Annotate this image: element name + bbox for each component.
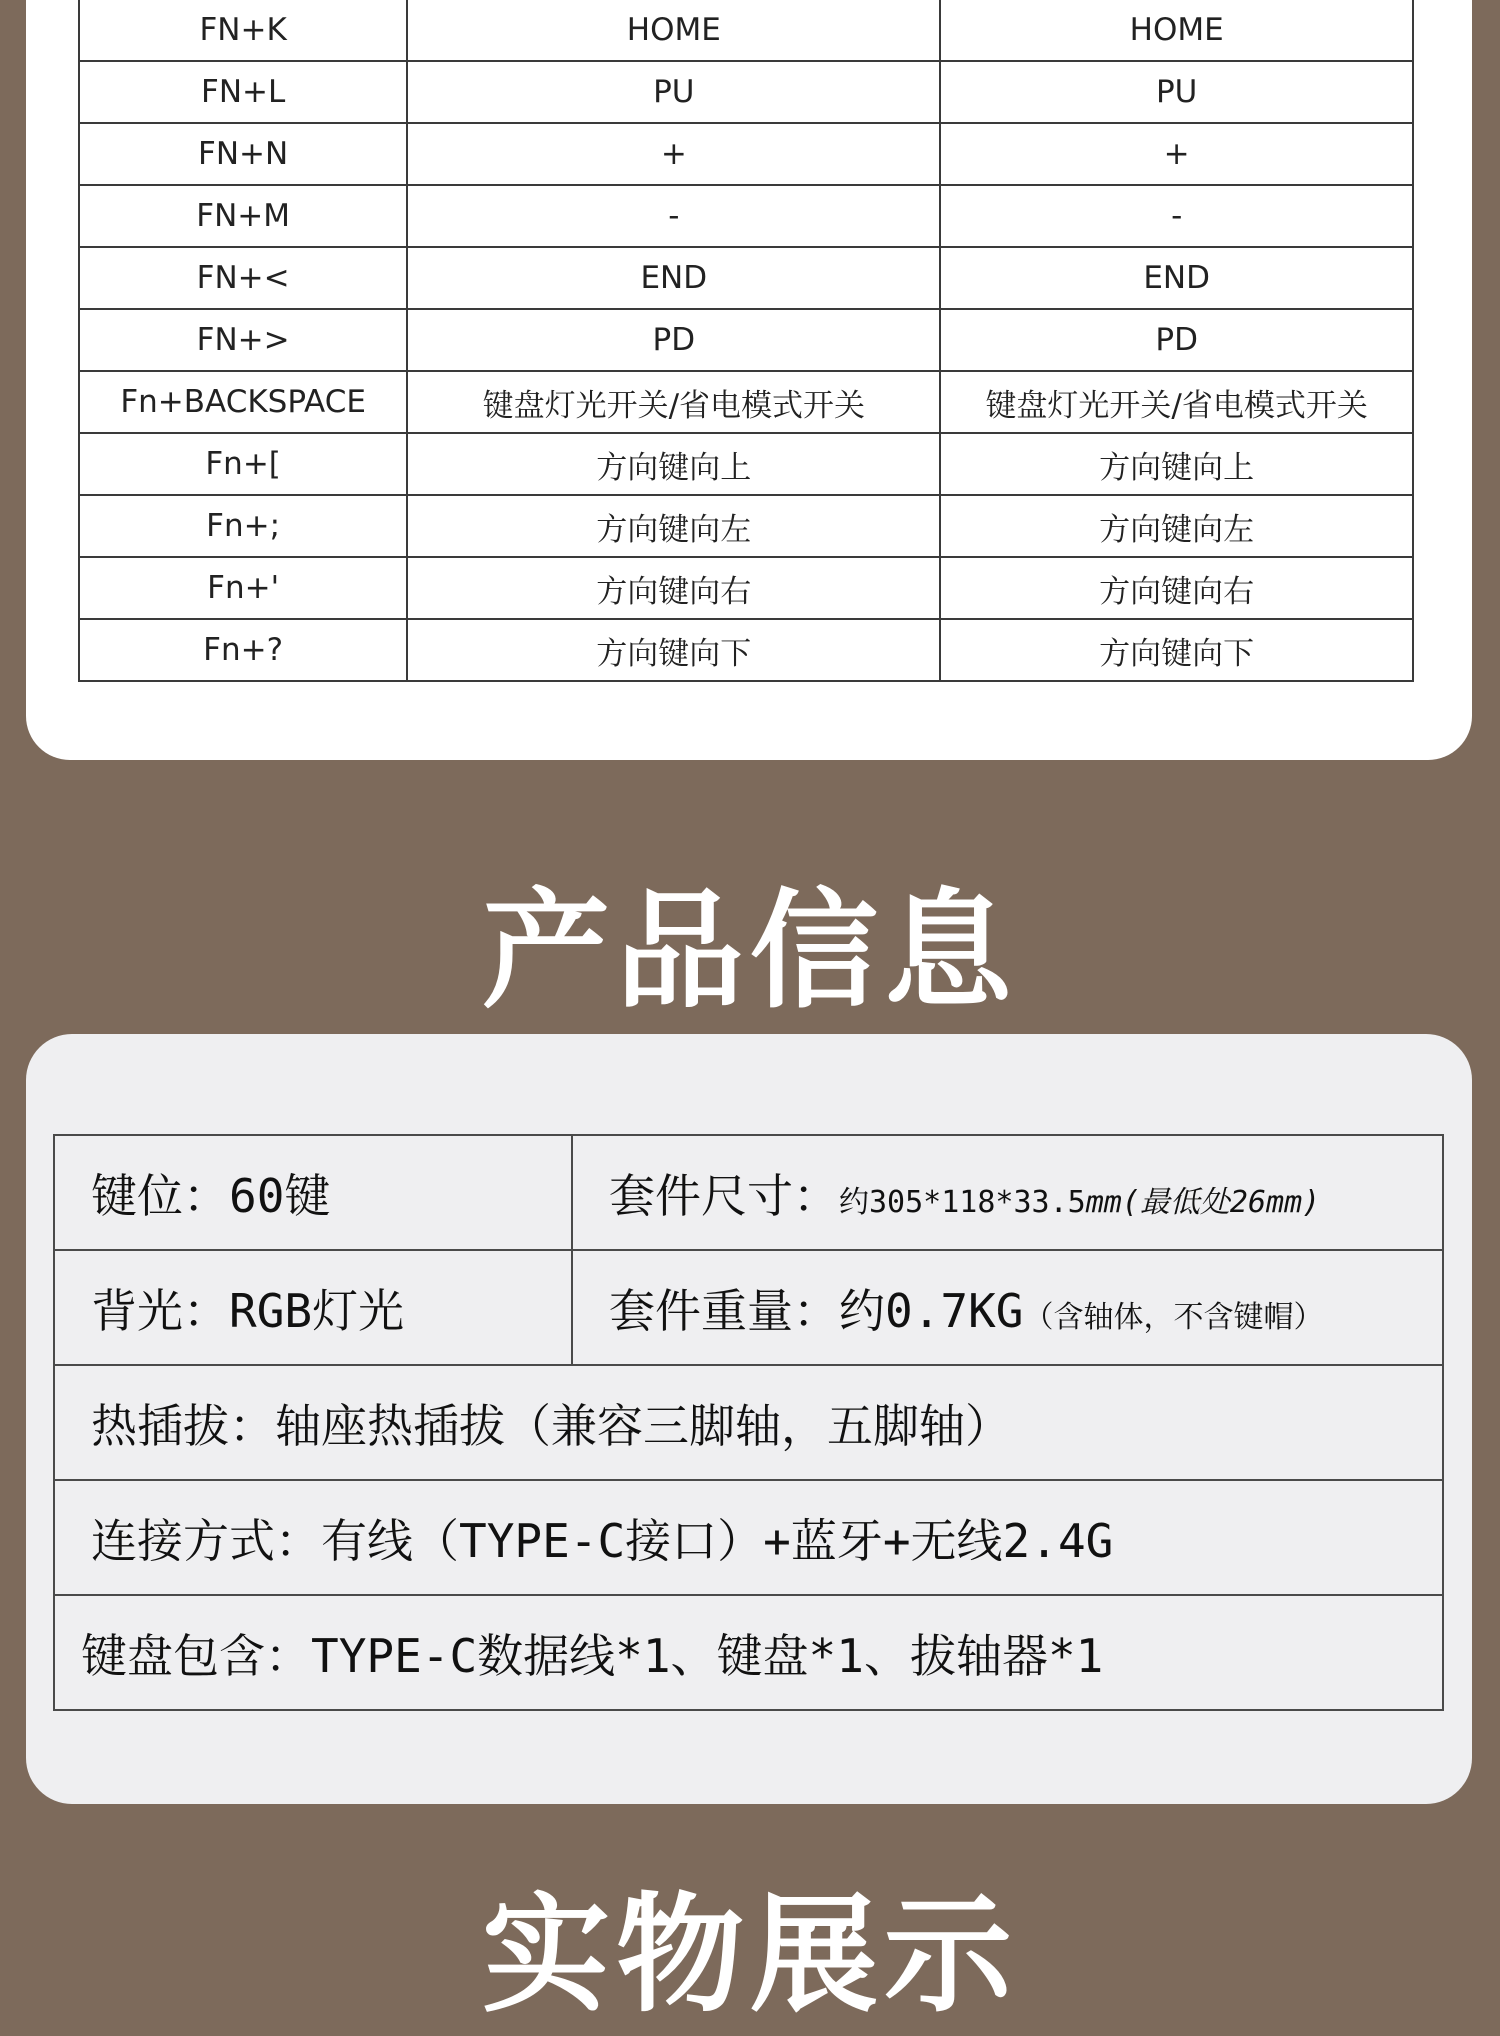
real-display-title: 实物展示 (481, 1881, 1018, 2030)
fn-function-cell: 方向键向上 (407, 433, 940, 495)
fn-function-cell: 方向键向左 (940, 495, 1413, 557)
info-row (54, 1250, 1443, 1365)
fn-function-cell: + (940, 123, 1413, 185)
connection-cell: 连接方式：有线（TYPE-C接口）+蓝牙+无线2.4G (54, 1480, 1443, 1595)
fn-function-cell: END (407, 247, 940, 309)
fn-function-cell: HOME (940, 0, 1413, 61)
product-info-table (53, 1134, 1444, 1711)
fn-combo-cell: FN+N (79, 123, 407, 185)
fn-table-row (79, 247, 1413, 309)
fn-table-row (79, 495, 1413, 557)
fn-table-row (79, 61, 1413, 123)
info-row (54, 1480, 1443, 1595)
fn-function-cell: PD (940, 309, 1413, 371)
fn-combo-cell: Fn+; (79, 495, 407, 557)
product-info-title: 产品信息 (481, 877, 1018, 1026)
size-label: 套件尺寸： (609, 1168, 839, 1223)
info-row (54, 1135, 1443, 1250)
size-cell (572, 1135, 1443, 1250)
info-row (54, 1365, 1443, 1480)
fn-table-row (79, 371, 1413, 433)
fn-function-cell: PD (407, 309, 940, 371)
fn-function-cell: 方向键向下 (940, 619, 1413, 681)
product-info-card (26, 1034, 1472, 1804)
fn-combo-cell: Fn+[ (79, 433, 407, 495)
backlight-cell: 背光：RGB灯光 (54, 1250, 572, 1365)
size-note: mm(最低处26mm) (1085, 1184, 1321, 1220)
fn-table-row (79, 309, 1413, 371)
size-value: 约305*118*33.5 (839, 1184, 1086, 1220)
fn-function-cell: 方向键向下 (407, 619, 940, 681)
fn-combo-cell: FN+L (79, 61, 407, 123)
fn-function-cell: 方向键向上 (940, 433, 1413, 495)
fn-key-table (78, 0, 1414, 682)
fn-combo-cell: Fn+' (79, 557, 407, 619)
fn-function-cell: 键盘灯光开关/省电模式开关 (407, 371, 940, 433)
fn-table-row (79, 619, 1413, 681)
fn-function-cell: + (407, 123, 940, 185)
weight-note: （含轴体，不含键帽） (1023, 1299, 1324, 1335)
weight-label: 套件重量：约0.7KG (609, 1283, 1024, 1338)
fn-table-row (79, 0, 1413, 61)
fn-combo-cell: Fn+BACKSPACE (79, 371, 407, 433)
fn-table-row (79, 185, 1413, 247)
fn-function-cell: END (940, 247, 1413, 309)
fn-function-cell: PU (407, 61, 940, 123)
fn-function-cell: - (940, 185, 1413, 247)
fn-combo-cell: FN+> (79, 309, 407, 371)
fn-function-cell: 键盘灯光开关/省电模式开关 (940, 371, 1413, 433)
weight-cell (572, 1250, 1443, 1365)
hotswap-cell: 热插拔：轴座热插拔（兼容三脚轴，五脚轴） (54, 1365, 1443, 1480)
fn-combo-cell: FN+K (79, 0, 407, 61)
fn-table-row (79, 123, 1413, 185)
fn-combo-cell: FN+M (79, 185, 407, 247)
fn-function-cell: 方向键向左 (407, 495, 940, 557)
fn-combo-cell: FN+< (79, 247, 407, 309)
fn-function-cell: PU (940, 61, 1413, 123)
fn-function-cell: 方向键向右 (407, 557, 940, 619)
keys-cell: 键位：60键 (54, 1135, 572, 1250)
fn-function-cell: 方向键向右 (940, 557, 1413, 619)
fn-combo-cell: Fn+? (79, 619, 407, 681)
fn-table-row (79, 433, 1413, 495)
fn-function-cell: HOME (407, 0, 940, 61)
package-cell: 键盘包含：TYPE-C数据线*1、键盘*1、拔轴器*1 (54, 1595, 1443, 1710)
fn-key-card (26, 0, 1472, 760)
fn-function-cell: - (407, 185, 940, 247)
fn-table-row (79, 557, 1413, 619)
info-row (54, 1595, 1443, 1710)
